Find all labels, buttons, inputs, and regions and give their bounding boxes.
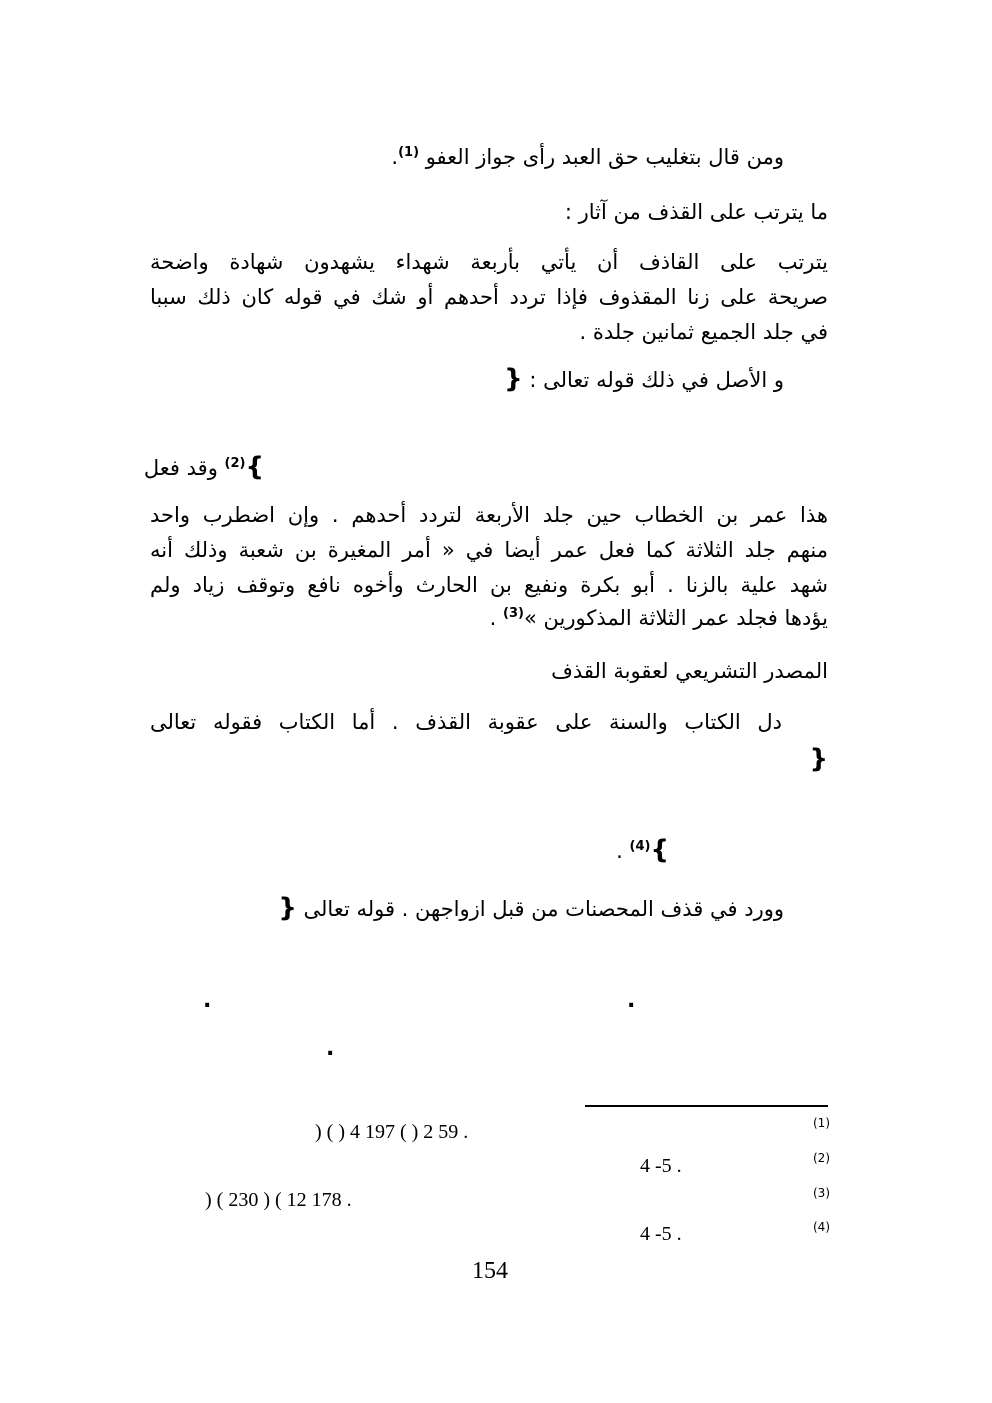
quran-brace-open: { bbox=[809, 744, 828, 774]
text-segment: ومن قال بتغليب حق العبد رأى جواز العفو bbox=[425, 145, 784, 169]
paragraph-line: يترتب على القاذف أن يأتي بأربعة شهداء يشهدون شهادة واضحة bbox=[150, 250, 828, 274]
footnote-text: ) ( 230 ) ( 12 178 . bbox=[205, 1189, 352, 1211]
text-line bbox=[278, 893, 784, 924]
punctuation: . bbox=[489, 606, 497, 630]
quran-brace-close: } bbox=[245, 452, 264, 482]
punctuation: . bbox=[616, 839, 623, 863]
footnote-ref: (4) bbox=[629, 839, 651, 854]
footnote-text: 4 -5 . bbox=[640, 1155, 682, 1177]
quran-brace-close: } bbox=[650, 835, 669, 865]
footnote-text: 4 -5 . bbox=[640, 1223, 682, 1245]
footnote-ref: (2) bbox=[224, 456, 246, 471]
dot: . bbox=[203, 988, 212, 1013]
paragraph-line: شهد علية بالزنا . أبو بكرة ونفيع بن الحارث وأخوه نافع وتوقف زياد ولم bbox=[150, 573, 828, 597]
footnote-number: (3) bbox=[813, 1186, 830, 1200]
paragraph-line: منهم جلد الثلاثة كما فعل عمر أيضا في « أمر المغيرة بن شعبة وذلك أنه bbox=[150, 538, 828, 562]
dot: . bbox=[326, 1036, 335, 1061]
paragraph-line: صريحة على زنا المقذوف فإذا تردد أحدهم أو شك في قوله كان ذلك سببا bbox=[150, 285, 828, 309]
dot: . bbox=[627, 988, 636, 1013]
quran-brace-open: { bbox=[504, 364, 523, 394]
text-line bbox=[391, 142, 784, 172]
text-segment: و الأصل في ذلك قوله تعالى : bbox=[529, 368, 784, 392]
quran-brace-open: { bbox=[278, 893, 297, 923]
text-line bbox=[144, 452, 264, 483]
page-number: 154 bbox=[472, 1258, 508, 1284]
paragraph-line: دل الكتاب والسنة على عقوبة القذف . أما الكتاب فقوله تعالى bbox=[150, 710, 782, 734]
section-heading: المصدر التشريعي لعقوبة القذف bbox=[551, 659, 828, 683]
paragraph-line: في جلد الجميع ثمانين جلدة . bbox=[579, 320, 828, 344]
footnote-ref: (3) bbox=[503, 606, 524, 621]
text-segment: وورد في قذف المحصنات من قبل ازواجهن . قوله تعالى bbox=[303, 897, 784, 921]
text-line bbox=[809, 744, 828, 775]
punctuation: . bbox=[391, 145, 399, 169]
text-segment: وقد فعل bbox=[143, 456, 218, 480]
footnote-number: (2) bbox=[813, 1151, 830, 1165]
text-line bbox=[504, 364, 784, 395]
text-line bbox=[616, 835, 669, 866]
text-segment: يؤدها فجلد عمر الثلاثة المذكورين » bbox=[524, 606, 828, 630]
paragraph-line bbox=[490, 603, 828, 633]
footnote-separator bbox=[585, 1105, 828, 1107]
footnote-text: ) ( ) 4 197 ( ) 2 59 . bbox=[315, 1121, 469, 1143]
footnote-number: (1) bbox=[813, 1116, 830, 1130]
footnote-number: (4) bbox=[813, 1220, 830, 1234]
section-heading: ما يترتب على القذف من آثار : bbox=[564, 200, 828, 224]
footnote-ref: (1) bbox=[398, 145, 420, 160]
paragraph-line: هذا عمر بن الخطاب حين جلد الأربعة لتردد أحدهم . وإن اضطرب واحد bbox=[150, 503, 828, 527]
